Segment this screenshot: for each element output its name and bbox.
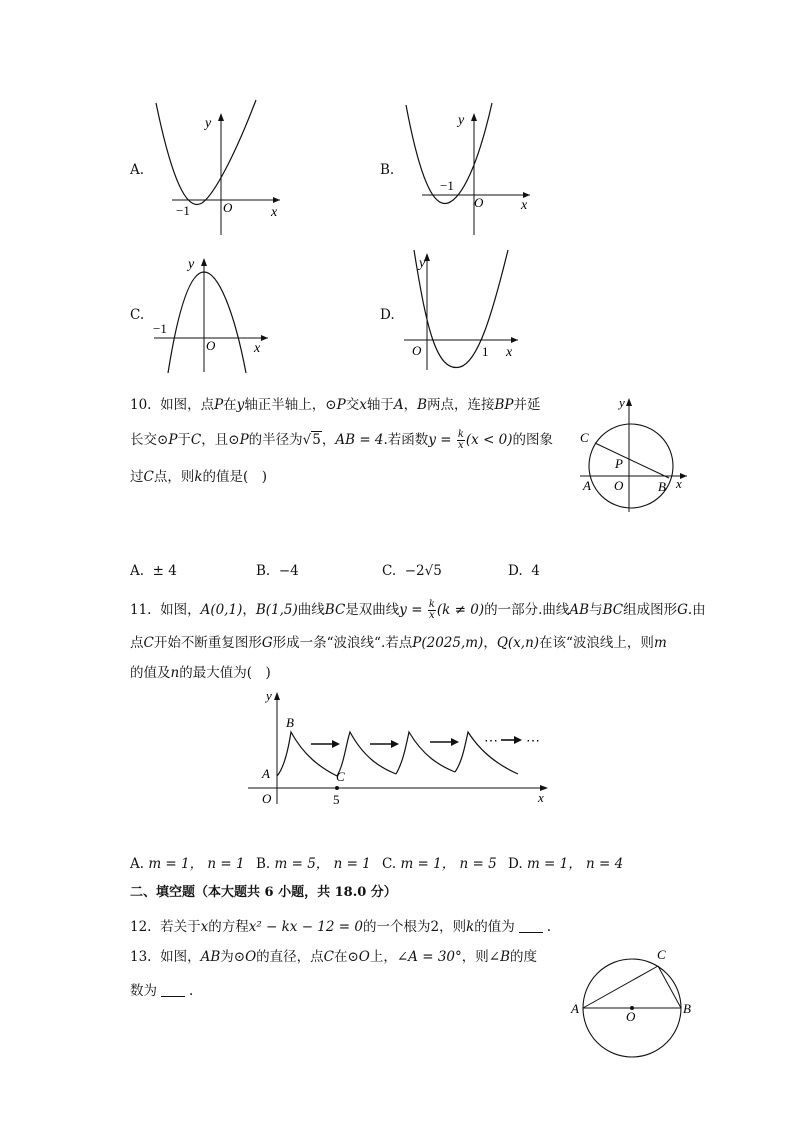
- point-c-label: C: [657, 947, 666, 962]
- ellipsis-2: ⋯: [526, 734, 540, 749]
- q10-line3: 过C点，则k的值是( ): [130, 469, 268, 485]
- tick-label: −1: [153, 321, 167, 336]
- q11-option-d[interactable]: D. m = 1， n = 4: [508, 856, 624, 872]
- q12: 12. 若关于x的方程x² − kx − 12 = 0的一个根为2，则k的值为 .: [130, 919, 552, 935]
- tick-5-label: 5: [333, 792, 340, 807]
- origin-label: O: [614, 478, 624, 493]
- origin-label: O: [262, 791, 272, 806]
- x-axis-label: x: [271, 205, 278, 220]
- tick-label: −1: [440, 178, 454, 193]
- graph-d: [400, 245, 530, 375]
- point-c-label: C: [336, 769, 345, 784]
- q10-figure: [575, 392, 700, 517]
- point-a-label: A: [583, 478, 591, 493]
- q11-line3: 的值及n的最大值为( ): [130, 665, 271, 681]
- q10-option-d[interactable]: D. 4: [508, 563, 540, 579]
- x-label: x: [676, 476, 682, 491]
- option-d-label[interactable]: D.: [380, 307, 395, 323]
- option-a-label[interactable]: A.: [130, 162, 145, 178]
- origin-label: O: [474, 195, 484, 210]
- point-a-label: A: [262, 766, 270, 781]
- q11-line2: 点C开始不断重复图形G形成一条“波浪线“.若点P(2025,m)，Q(x,n)在该“波浪线上，则m: [130, 635, 667, 651]
- y-axis-label: y: [458, 113, 465, 128]
- point-p-label: P: [615, 456, 623, 471]
- q10-line1: 10. 如图，点P在y轴正半轴上，⊙P交x轴于A，B两点，连接BP并延: [130, 397, 541, 413]
- q11-line1: 11. 如图，A(0,1)，B(1,5)曲线BC是双曲线y = $\frac{k}{x}$ (k ≠ 0)的一部分.曲线AB与BC组成图形G.由: [130, 599, 706, 621]
- q10-line2: 长交⊙P于C，且⊙P的半径为√5，AB = 4.若函数y = $\frac{k}{x}$ (x < 0)的图象: [130, 429, 554, 451]
- q11-option-c[interactable]: C. m = 1， n = 5: [382, 856, 497, 872]
- center-o-label: O: [626, 1009, 636, 1024]
- answer-blank[interactable]: [519, 920, 543, 933]
- tick-label: −1: [176, 203, 190, 218]
- y-label: y: [266, 688, 272, 703]
- answer-blank[interactable]: [161, 984, 185, 997]
- y-axis-label: y: [188, 257, 195, 272]
- graph-c: [150, 250, 280, 375]
- q11-figure: [246, 686, 556, 811]
- q13-line2: 数为 .: [130, 983, 194, 999]
- x-axis-label: x: [506, 345, 513, 360]
- origin-label: O: [412, 343, 422, 358]
- point-b-label: B: [658, 479, 666, 494]
- origin-label: O: [206, 338, 216, 353]
- q10-option-c[interactable]: C. −2√5: [382, 563, 442, 579]
- point-a-label: A: [571, 1001, 579, 1016]
- tick-label: 1: [482, 344, 489, 359]
- y-axis-label: y: [205, 116, 212, 131]
- y-axis-label: y: [419, 256, 426, 271]
- q11-option-a[interactable]: A. m = 1， n = 1: [130, 856, 245, 872]
- point-b-label: B: [286, 715, 294, 730]
- origin-label: O: [223, 200, 233, 215]
- q11-option-b[interactable]: B. m = 5， n = 1: [256, 856, 371, 872]
- graph-a: [150, 95, 290, 240]
- x-label: x: [538, 790, 544, 805]
- point-b-label: B: [683, 1001, 691, 1016]
- q10-option-b[interactable]: B. −4: [256, 563, 299, 579]
- q13-figure: [566, 942, 696, 1060]
- ellipsis-1: ⋯: [484, 734, 498, 749]
- y-label: y: [619, 395, 625, 410]
- x-axis-label: x: [521, 198, 528, 213]
- q10-option-a[interactable]: A. ± 4: [130, 563, 177, 579]
- point-c-label: C: [580, 430, 589, 445]
- section-2-title: 二、填空题（本大题共 6 小题，共 18.0 分）: [130, 885, 397, 900]
- q13-line1: 13. 如图，AB为⊙O的直径，点C在⊙O上，∠A = 30°，则∠B的度: [130, 949, 537, 965]
- option-c-label[interactable]: C.: [130, 307, 145, 323]
- x-axis-label: x: [254, 341, 261, 356]
- option-b-label[interactable]: B.: [380, 162, 395, 178]
- graph-b: [400, 95, 540, 240]
